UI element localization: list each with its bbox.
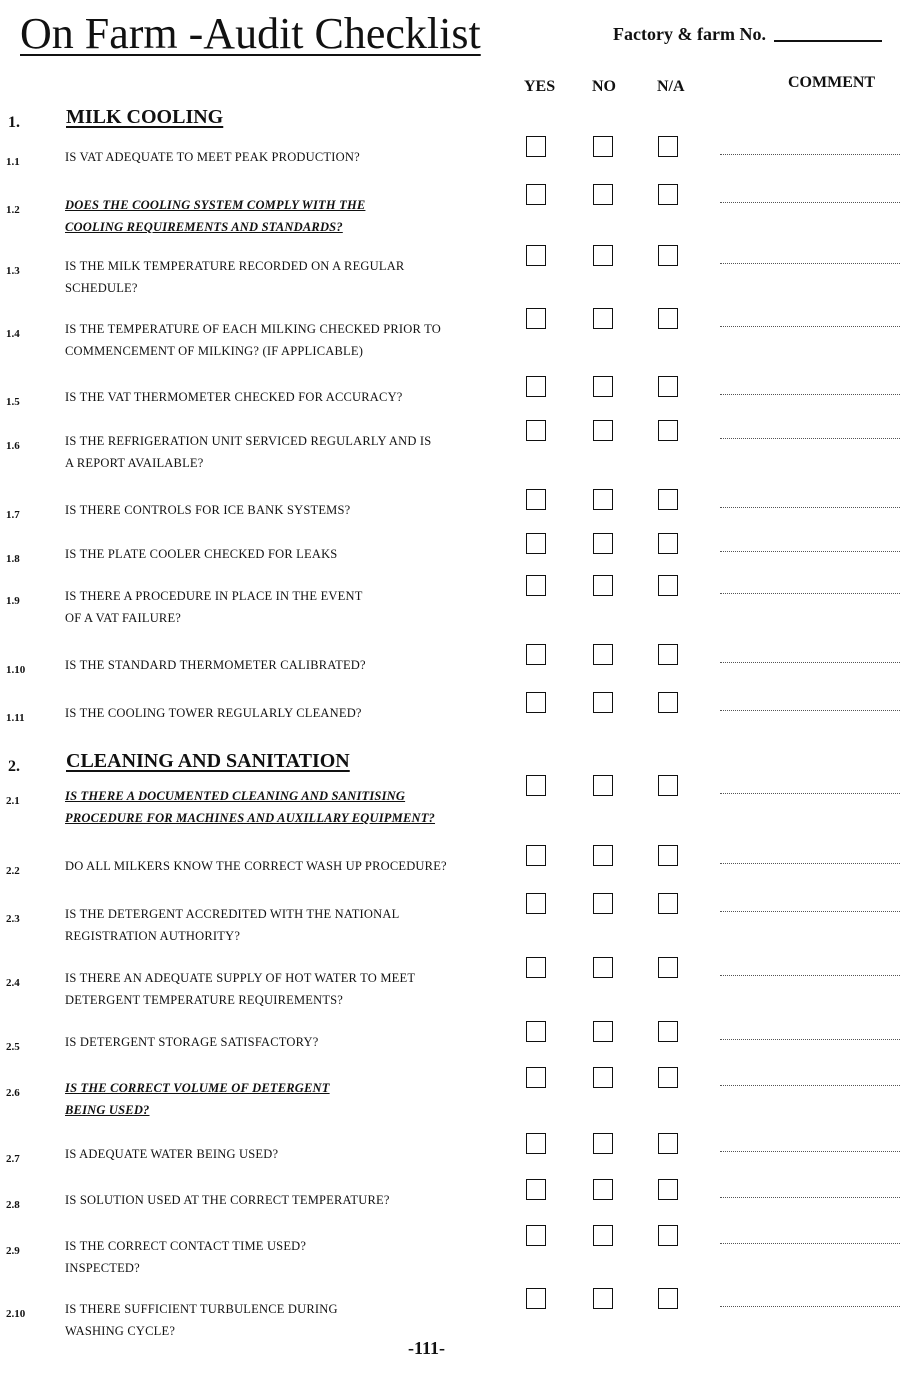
comment-line[interactable]	[720, 975, 900, 976]
checkbox-no[interactable]	[593, 845, 613, 866]
section-number: 2.	[8, 758, 20, 775]
comment-line[interactable]	[720, 662, 900, 663]
checkbox-yes[interactable]	[526, 489, 546, 510]
question-line: IS THERE SUFFICIENT TURBULENCE DURING	[65, 1302, 338, 1316]
question-line: IS THE DETERGENT ACCREDITED WITH THE NATIONAL	[65, 907, 400, 921]
comment-line[interactable]	[720, 911, 900, 912]
question-number: 1.8	[6, 553, 20, 565]
factory-farm-field	[613, 24, 882, 45]
comment-line[interactable]	[720, 1085, 900, 1086]
question-line: IS THE CORRECT CONTACT TIME USED?	[65, 1239, 307, 1253]
question-number: 1.7	[6, 509, 20, 521]
question-line: IS DETERGENT STORAGE SATISFACTORY?	[65, 1035, 319, 1049]
comment-line[interactable]	[720, 394, 900, 395]
checkbox-na[interactable]	[658, 136, 678, 157]
question-line: IS THE REFRIGERATION UNIT SERVICED REGULARLY AND IS	[65, 434, 432, 448]
checkbox-no[interactable]	[593, 245, 613, 266]
question-text	[65, 194, 505, 238]
comment-line[interactable]	[720, 1197, 900, 1198]
question-text	[65, 1298, 505, 1342]
question-number: 2.10	[6, 1308, 26, 1320]
factory-farm-label: Factory & farm No.	[613, 24, 766, 44]
checkbox-na[interactable]	[658, 1225, 678, 1246]
question-line: REGISTRATION AUTHORITY?	[65, 929, 241, 943]
question-text	[65, 1189, 505, 1211]
checkbox-yes[interactable]	[526, 1021, 546, 1042]
question-text	[65, 318, 505, 362]
comment-line[interactable]	[720, 507, 900, 508]
question-number: 1.3	[6, 265, 20, 277]
column-header-na: N/A	[657, 78, 685, 95]
factory-farm-input-line[interactable]	[774, 40, 882, 42]
question-text	[65, 1235, 505, 1279]
column-header-no: NO	[592, 78, 616, 95]
question-number: 2.3	[6, 913, 20, 925]
checkbox-na[interactable]	[658, 1067, 678, 1088]
checkbox-yes[interactable]	[526, 245, 546, 266]
question-line: IS THERE A DOCUMENTED CLEANING AND SANITISING	[65, 789, 406, 803]
question-text	[65, 702, 505, 724]
question-line: IS SOLUTION USED AT THE CORRECT TEMPERATURE?	[65, 1193, 390, 1207]
comment-line[interactable]	[720, 1039, 900, 1040]
checkbox-yes[interactable]	[526, 845, 546, 866]
comment-line[interactable]	[720, 593, 900, 594]
checkbox-no[interactable]	[593, 957, 613, 978]
checkbox-yes[interactable]	[526, 1067, 546, 1088]
question-number: 2.9	[6, 1245, 20, 1257]
question-text	[65, 585, 505, 629]
question-line: INSPECTED?	[65, 1261, 140, 1275]
question-number: 2.8	[6, 1199, 20, 1211]
checkbox-yes[interactable]	[526, 775, 546, 796]
checkbox-no[interactable]	[593, 1067, 613, 1088]
checkbox-na[interactable]	[658, 845, 678, 866]
question-text	[65, 855, 505, 877]
question-line: DETERGENT TEMPERATURE REQUIREMENTS?	[65, 993, 344, 1007]
checkbox-yes[interactable]	[526, 1133, 546, 1154]
checkbox-no[interactable]	[593, 533, 613, 554]
question-number: 1.6	[6, 440, 20, 452]
comment-line[interactable]	[720, 863, 900, 864]
question-line: WASHING CYCLE?	[65, 1324, 176, 1338]
question-line: SCHEDULE?	[65, 281, 138, 295]
question-line: COOLING REQUIREMENTS AND STANDARDS?	[65, 220, 343, 234]
checkbox-no[interactable]	[593, 575, 613, 596]
checkbox-yes[interactable]	[526, 184, 546, 205]
comment-line[interactable]	[720, 326, 900, 327]
checkbox-na[interactable]	[658, 184, 678, 205]
question-line: IS THE VAT THERMOMETER CHECKED FOR ACCURACY?	[65, 390, 403, 404]
question-number: 2.4	[6, 977, 20, 989]
question-line: DO ALL MILKERS KNOW THE CORRECT WASH UP PROCEDURE?	[65, 859, 447, 873]
checkbox-na[interactable]	[658, 245, 678, 266]
checkbox-no[interactable]	[593, 692, 613, 713]
checkbox-no[interactable]	[593, 376, 613, 397]
checkbox-na[interactable]	[658, 957, 678, 978]
question-text	[65, 1143, 505, 1165]
question-text	[65, 903, 505, 947]
checkbox-no[interactable]	[593, 644, 613, 665]
question-text	[65, 499, 505, 521]
checkbox-yes[interactable]	[526, 420, 546, 441]
question-line: A REPORT AVAILABLE?	[65, 456, 204, 470]
comment-line[interactable]	[720, 710, 900, 711]
question-number: 2.7	[6, 1153, 20, 1165]
question-number: 1.4	[6, 328, 20, 340]
checkbox-na[interactable]	[658, 775, 678, 796]
checkbox-na[interactable]	[658, 1021, 678, 1042]
question-number: 1.1	[6, 156, 20, 168]
question-text	[65, 430, 505, 474]
checkbox-na[interactable]	[658, 1288, 678, 1309]
checkbox-no[interactable]	[593, 775, 613, 796]
comment-line[interactable]	[720, 202, 900, 203]
checkbox-yes[interactable]	[526, 692, 546, 713]
checkbox-no[interactable]	[593, 489, 613, 510]
checkbox-no[interactable]	[593, 1021, 613, 1042]
checkbox-yes[interactable]	[526, 533, 546, 554]
checkbox-no[interactable]	[593, 308, 613, 329]
question-line: IS THERE CONTROLS FOR ICE BANK SYSTEMS?	[65, 503, 351, 517]
checkbox-na[interactable]	[658, 420, 678, 441]
column-header-comment: COMMENT	[788, 74, 876, 91]
comment-line[interactable]	[720, 263, 900, 264]
checkbox-yes[interactable]	[526, 957, 546, 978]
checkbox-na[interactable]	[658, 1133, 678, 1154]
question-line: IS THE CORRECT VOLUME OF DETERGENT	[65, 1081, 330, 1095]
comment-line[interactable]	[720, 1306, 900, 1307]
checkbox-no[interactable]	[593, 420, 613, 441]
question-text	[65, 386, 505, 408]
question-line: OF A VAT FAILURE?	[65, 611, 182, 625]
comment-line[interactable]	[720, 1151, 900, 1152]
question-number: 2.2	[6, 865, 20, 877]
checkbox-yes[interactable]	[526, 136, 546, 157]
page-title: On Farm -Audit Checklist	[20, 9, 481, 58]
checkbox-yes[interactable]	[526, 1225, 546, 1246]
checkbox-no[interactable]	[593, 1133, 613, 1154]
question-number: 1.5	[6, 396, 20, 408]
checkbox-yes[interactable]	[526, 644, 546, 665]
question-line: IS THE STANDARD THERMOMETER CALIBRATED?	[65, 658, 366, 672]
question-number: 1.2	[6, 204, 20, 216]
comment-line[interactable]	[720, 793, 900, 794]
checkbox-na[interactable]	[658, 893, 678, 914]
question-text	[65, 967, 505, 1011]
section-number: 1.	[8, 114, 20, 131]
checkbox-na[interactable]	[658, 644, 678, 665]
question-number: 1.10	[6, 664, 26, 676]
checkbox-yes[interactable]	[526, 575, 546, 596]
checkbox-no[interactable]	[593, 1225, 613, 1246]
column-header-yes: YES	[524, 78, 556, 95]
checkbox-yes[interactable]	[526, 1288, 546, 1309]
section-title: CLEANING AND SANITATION	[66, 750, 350, 772]
section-title: MILK COOLING	[66, 106, 224, 128]
question-line: IS THE MILK TEMPERATURE RECORDED ON A REGULAR	[65, 259, 405, 273]
checkbox-yes[interactable]	[526, 893, 546, 914]
question-number: 2.6	[6, 1087, 20, 1099]
question-line: IS THE COOLING TOWER REGULARLY CLEANED?	[65, 706, 362, 720]
checkbox-na[interactable]	[658, 533, 678, 554]
question-text	[65, 654, 505, 676]
question-line: DOES THE COOLING SYSTEM COMPLY WITH THE	[65, 198, 366, 212]
question-line: IS ADEQUATE WATER BEING USED?	[65, 1147, 279, 1161]
question-text	[65, 1077, 505, 1121]
question-text	[65, 785, 505, 829]
checkbox-na[interactable]	[658, 376, 678, 397]
question-line: IS THE TEMPERATURE OF EACH MILKING CHECKED PRIOR TO	[65, 322, 441, 336]
question-line: IS VAT ADEQUATE TO MEET PEAK PRODUCTION?	[65, 150, 360, 164]
page-number: -111-	[408, 1338, 446, 1358]
checkbox-yes[interactable]	[526, 376, 546, 397]
question-line: IS THERE AN ADEQUATE SUPPLY OF HOT WATER TO MEET	[65, 971, 416, 985]
question-text	[65, 543, 505, 565]
question-number: 1.9	[6, 595, 20, 607]
checkbox-na[interactable]	[658, 692, 678, 713]
comment-line[interactable]	[720, 154, 900, 155]
question-number: 1.11	[6, 712, 25, 724]
question-text	[65, 255, 505, 299]
checkbox-na[interactable]	[658, 308, 678, 329]
checkbox-no[interactable]	[593, 893, 613, 914]
checkbox-no[interactable]	[593, 1288, 613, 1309]
checkbox-na[interactable]	[658, 575, 678, 596]
comment-line[interactable]	[720, 438, 900, 439]
question-line: COMMENCEMENT OF MILKING? (IF APPLICABLE)	[65, 344, 364, 358]
checkbox-na[interactable]	[658, 489, 678, 510]
question-text	[65, 1031, 505, 1053]
question-line: IS THE PLATE COOLER CHECKED FOR LEAKS	[65, 547, 338, 561]
comment-line[interactable]	[720, 1243, 900, 1244]
checkbox-no[interactable]	[593, 1179, 613, 1200]
checkbox-no[interactable]	[593, 184, 613, 205]
checkbox-no[interactable]	[593, 136, 613, 157]
question-text	[65, 146, 505, 168]
comment-line[interactable]	[720, 551, 900, 552]
question-number: 2.1	[6, 795, 20, 807]
question-line: BEING USED?	[65, 1103, 150, 1117]
question-line: IS THERE A PROCEDURE IN PLACE IN THE EVENT	[65, 589, 363, 603]
checkbox-na[interactable]	[658, 1179, 678, 1200]
checkbox-yes[interactable]	[526, 1179, 546, 1200]
question-line: PROCEDURE FOR MACHINES AND AUXILLARY EQUIPMENT?	[65, 811, 436, 825]
checkbox-yes[interactable]	[526, 308, 546, 329]
question-number: 2.5	[6, 1041, 20, 1053]
